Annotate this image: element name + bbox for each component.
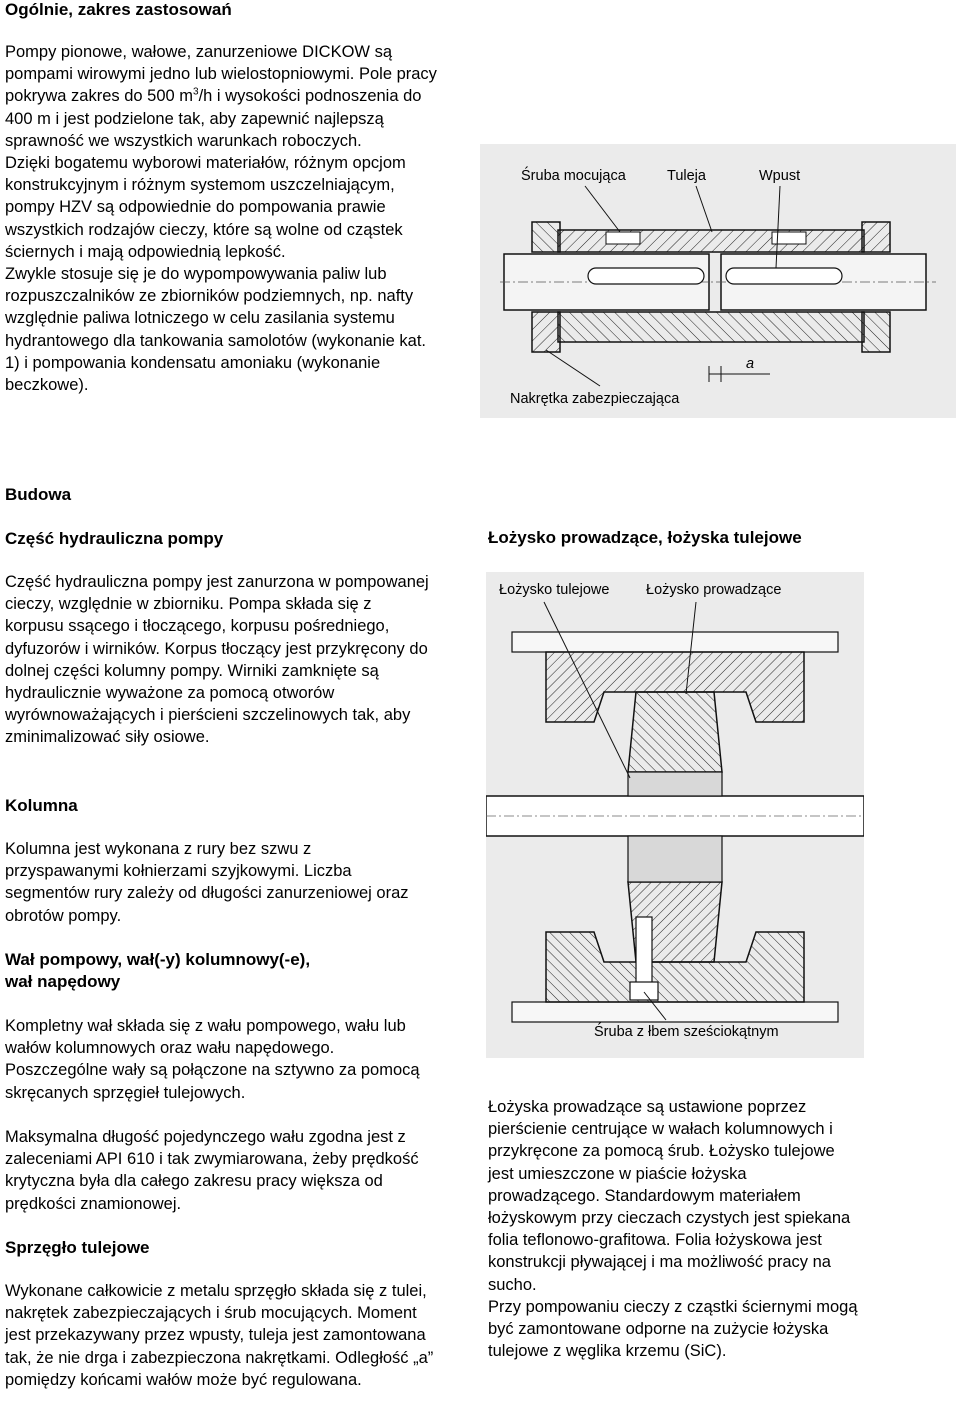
shaft-heading-line1: Wał pompowy, wał(-y) kolumnowy(-e), xyxy=(5,950,311,969)
shaft-heading-line2: wał napędowy xyxy=(5,972,121,991)
label-lock-nut: Nakrętka zabezpieczająca xyxy=(510,391,680,407)
hydraulic-heading: Część hydrauliczna pompy xyxy=(5,529,224,548)
label-mounting-screw: Śruba mocująca xyxy=(521,168,626,184)
label-hex-bolt: Śruba z łbem sześciokątnym xyxy=(594,1024,779,1040)
label-sleeve-bearing: Łożysko tulejowe xyxy=(499,582,610,598)
bearing-figure xyxy=(486,572,864,1058)
column-text: Kolumna jest wykonana z rury bez szwu z przyspawanymi kołnierzami szyjkowymi. Liczba segmentów rury zależy od długości zanurzeniowej oraz obrotów pompy. xyxy=(5,840,409,925)
intro-heading: Ogólnie, zakres zastosowań xyxy=(5,0,232,19)
label-sleeve: Tuleja xyxy=(667,168,706,184)
bearings-paragraph-2: Przy pompowaniu cieczy z cząstki ściernymi mogą być zamontowane odporne na zużycie łożyska tulejowe z węglika krzemu (SiC). xyxy=(488,1297,858,1361)
label-distance-a: a xyxy=(746,356,755,372)
column-heading: Kolumna xyxy=(5,796,78,815)
shaft-text-1: Kompletny wał składa się z wału pompowego, wału lub wałów kolumnowych oraz wału napędowego. Poszczególne wały są połączone na sztywno za pomocą skręcanych sprzęgieł tulejowych. xyxy=(5,1017,420,1102)
intro-paragraph-3: Zwykle stosuje się je do wypompowywania paliw lub rozpuszczalników ze zbiorników podziemnych, np. nafty względnie paliwa lotniczego w celu zasilania systemu hydrantowego dla tankowania samolotów (wykonanie kat. 1) i pompowania kondensatu amoniaku (wykonanie beczkowe). xyxy=(5,265,426,395)
intro-text xyxy=(5,41,437,396)
bearings-heading: Łożysko prowadzące, łożyska tulejowe xyxy=(488,528,802,547)
shaft-heading xyxy=(5,949,310,993)
coupling-heading: Sprzęgło tulejowe xyxy=(5,1238,150,1257)
hydraulic-text: Część hydrauliczna pompy jest zanurzona w pompowanej cieczy, względnie w zbiorniku. Pompa składa się z korpusu ssącego i tłoczącego, korpusu pośredniego, dyfuzorów i wirników. Korpus tłoczący jest przykręcony do dolnej części kolumny pompy. Wirniki zamknięte są hydraulicznie wyważone za pomocą otworów wyrównoważających i pierścieni szczelinowych tak, aby zminimalizować siły osiowe. xyxy=(5,573,429,747)
intro-paragraph-1: Pompy pionowe, wałowe, zanurzeniowe DICKOW są pompami wirowymi jedno lub wielostopniowymi. Pole pracy pokrywa zakres do 500 $m^3/h$ i wysokości podnoszenia do 400 m i jest podzielone tak, aby zapewnić najlepszą sprawność we wszystkich warunkach roboczych. xyxy=(5,43,437,150)
shaft-text-2: Maksymalna długość pojedynczego wału zgodna jest z zaleceniami API 610 i tak zwymiarowana, żeby prędkość krytyczna była dla całego zakresu pracy większa od prędkości znamionowej. xyxy=(5,1128,419,1213)
label-key: Wpust xyxy=(759,168,801,184)
coupling-figure xyxy=(480,144,956,418)
label-guide-bearing: Łożysko prowadzące xyxy=(646,582,782,598)
coupling-drawing xyxy=(480,144,956,418)
bearings-text xyxy=(488,1096,860,1362)
intro-paragraph-2: Dzięki bogatemu wyborowi materiałów, różnym opcjom konstrukcyjnym i różnym systemom uszczelniającym, pompy HZV są odpowiednie do pompowania prawie wszystkich rodzajów cieczy, które są wolne od cząstek ściernych i mają odpowiednią lepkość. xyxy=(5,154,406,261)
bearing-drawing xyxy=(486,572,864,1058)
bearings-paragraph-1: Łożyska prowadzące są ustawione poprzez pierścienie centrujące w wałach kolumnowych i przykręcone za pomocą śrub. Łożysko tulejowe jest umieszczone w piaście łożyska prowadzącego. Standardowym materiałem łożyskowym przy cieczach czystych jest spiekana folia teflonowo-grafitowa. Folia łożyskowa jest konstrukcji pływającej i ma możliwość pracy na sucho. xyxy=(488,1098,851,1294)
budowa-heading: Budowa xyxy=(5,485,72,504)
coupling-text: Wykonane całkowicie z metalu sprzęgło składa się z tulei, nakrętek zabezpieczających i śrub mocujących. Moment jest przekazywany przez wpusty, tuleja jest zamontowana tak, że nie drga i zabezpieczona nakrętkami. Odległość „a” pomiędzy końcami wałów może być regulowana. xyxy=(5,1282,434,1389)
